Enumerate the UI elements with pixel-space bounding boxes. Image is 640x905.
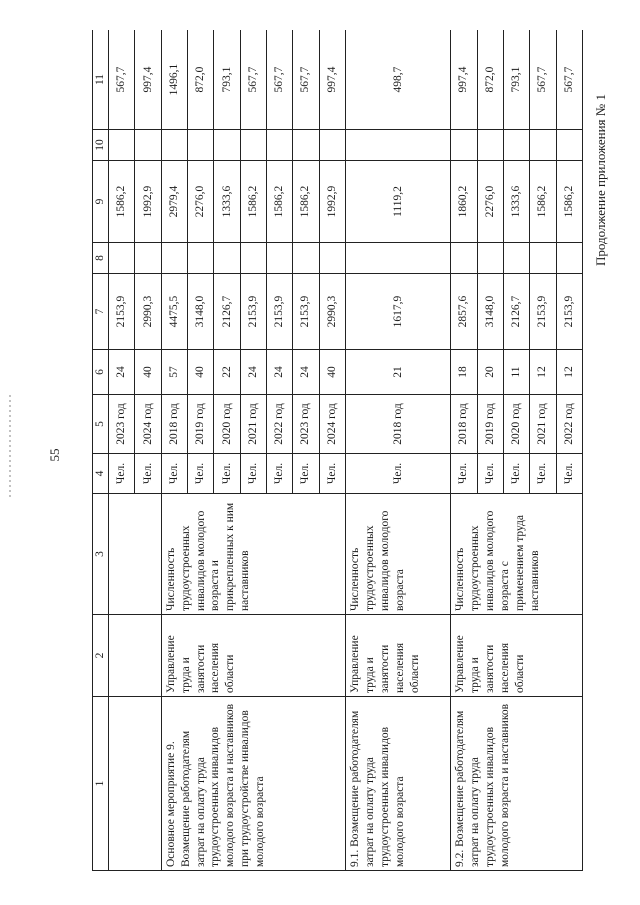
value-cell-c8	[240, 243, 266, 274]
executor-cell: Управление труда и занятости населения области	[161, 615, 345, 697]
indicator-cell: Численность трудоустроенных инвалидов молодого возраста и прикрепленных к ним наставников	[161, 494, 345, 615]
value-cell-c7: 2153,9	[556, 274, 582, 350]
value-cell-c11: 793,1	[214, 30, 240, 130]
value-cell-c7: 4475,5	[161, 274, 187, 350]
table-row	[345, 30, 450, 871]
value-cell-c7: 2153,9	[109, 274, 135, 350]
rotated-table-area	[92, 30, 583, 871]
unit-cell: Чел.	[135, 454, 161, 494]
unit-cell: Чел.	[477, 454, 503, 494]
value-cell-c10	[109, 130, 135, 161]
unit-cell: Чел.	[319, 454, 345, 494]
value-cell-c9: 1992,9	[135, 161, 161, 243]
value-cell-c7: 2153,9	[240, 274, 266, 350]
column-number-header: 9	[93, 161, 109, 243]
value-cell-c6: 20	[477, 350, 503, 395]
value-cell-c8	[345, 243, 450, 274]
value-cell-c9: 1586,2	[240, 161, 266, 243]
value-cell-c8	[451, 243, 477, 274]
value-cell-c7: 2126,7	[503, 274, 529, 350]
value-cell-c6: 24	[109, 350, 135, 395]
value-cell-c7: 3148,0	[477, 274, 503, 350]
value-cell-c10	[345, 130, 450, 161]
value-cell-c9: 1333,6	[214, 161, 240, 243]
unit-cell: Чел.	[503, 454, 529, 494]
value-cell-c6: 11	[503, 350, 529, 395]
value-cell-c11: 567,7	[240, 30, 266, 130]
unit-cell: Чел.	[556, 454, 582, 494]
unit-cell: Чел.	[451, 454, 477, 494]
value-cell-c8	[161, 243, 187, 274]
value-cell-c8	[135, 243, 161, 274]
value-cell-c11: 1496,1	[161, 30, 187, 130]
year-cell: 2024 год	[319, 395, 345, 454]
value-cell-c11: 567,7	[109, 30, 135, 130]
value-cell-c6: 12	[556, 350, 582, 395]
value-cell-c11: 498,7	[345, 30, 450, 130]
value-cell-c11: 997,4	[319, 30, 345, 130]
value-cell-c8	[503, 243, 529, 274]
value-cell-c7: 2153,9	[266, 274, 292, 350]
unit-cell: Чел.	[161, 454, 187, 494]
value-cell-c11: 793,1	[503, 30, 529, 130]
value-cell-c6: 24	[293, 350, 319, 395]
value-cell-c10	[187, 130, 213, 161]
year-cell: 2022 год	[556, 395, 582, 454]
value-cell-c9: 2276,0	[477, 161, 503, 243]
column-number-header: 10	[93, 130, 109, 161]
page-number: 55	[47, 448, 62, 462]
value-cell-c9: 1333,6	[503, 161, 529, 243]
unit-cell: Чел.	[266, 454, 292, 494]
year-cell: 2018 год	[345, 395, 450, 454]
value-cell-c11: 997,4	[135, 30, 161, 130]
value-cell-c11: 567,7	[530, 30, 556, 130]
table-header-row	[93, 30, 109, 871]
value-cell-c7: 1617,9	[345, 274, 450, 350]
value-cell-c6: 12	[530, 350, 556, 395]
table-row	[161, 30, 187, 871]
program-measures-table	[92, 30, 583, 871]
indicator-cell: Численность трудоустроенных инвалидов молодого возраста	[345, 494, 450, 615]
table-row	[109, 30, 135, 871]
scan-artifact	[9, 395, 11, 500]
value-cell-c7: 2857,6	[451, 274, 477, 350]
value-cell-c10	[530, 130, 556, 161]
unit-cell: Чел.	[240, 454, 266, 494]
year-cell: 2021 год	[240, 395, 266, 454]
value-cell-c11: 567,7	[266, 30, 292, 130]
column-number-header: 3	[93, 494, 109, 615]
value-cell-c8	[293, 243, 319, 274]
year-cell: 2022 год	[266, 395, 292, 454]
value-cell-c10	[556, 130, 582, 161]
year-cell: 2019 год	[477, 395, 503, 454]
year-cell: 2023 год	[109, 395, 135, 454]
year-cell: 2023 год	[293, 395, 319, 454]
appendix-continuation-note: Продолжение приложения № 1	[593, 94, 608, 266]
unit-cell: Чел.	[345, 454, 450, 494]
value-cell-c9: 1586,2	[293, 161, 319, 243]
executor-cell: Управление труда и занятости населения области	[451, 615, 583, 697]
value-cell-c7: 2126,7	[214, 274, 240, 350]
value-cell-c9: 1119,2	[345, 161, 450, 243]
table-row	[451, 30, 477, 871]
value-cell-c7: 2153,9	[293, 274, 319, 350]
value-cell-c9: 1586,2	[109, 161, 135, 243]
unit-cell: Чел.	[214, 454, 240, 494]
indicator-cell: Численность трудоустроенных инвалидов молодого возраста с применением труда наставников	[451, 494, 583, 615]
value-cell-c6: 21	[345, 350, 450, 395]
measure-name-cell	[109, 697, 162, 871]
value-cell-c6: 40	[187, 350, 213, 395]
year-cell: 2024 год	[135, 395, 161, 454]
value-cell-c6: 40	[135, 350, 161, 395]
column-number-header: 4	[93, 454, 109, 494]
value-cell-c7: 2153,9	[530, 274, 556, 350]
value-cell-c6: 22	[214, 350, 240, 395]
value-cell-c11: 872,0	[477, 30, 503, 130]
column-number-header: 2	[93, 615, 109, 697]
value-cell-c8	[214, 243, 240, 274]
measure-name-cell: 9.1. Возмещение работодателям затрат на оплату труда трудоустроенных инвалидов молодого возраста	[345, 697, 450, 871]
value-cell-c8	[477, 243, 503, 274]
column-number-header: 7	[93, 274, 109, 350]
value-cell-c10	[214, 130, 240, 161]
value-cell-c6: 18	[451, 350, 477, 395]
unit-cell: Чел.	[109, 454, 135, 494]
value-cell-c10	[451, 130, 477, 161]
value-cell-c8	[187, 243, 213, 274]
value-cell-c8	[319, 243, 345, 274]
measure-name-cell: 9.2. Возмещение работодателям затрат на оплату труда трудоустроенных инвалидов молодого возраста и наставников	[451, 697, 583, 871]
value-cell-c10	[319, 130, 345, 161]
value-cell-c9: 1586,2	[266, 161, 292, 243]
value-cell-c10	[293, 130, 319, 161]
column-number-header: 11	[93, 30, 109, 130]
unit-cell: Чел.	[530, 454, 556, 494]
value-cell-c9: 1860,2	[451, 161, 477, 243]
value-cell-c9: 2979,4	[161, 161, 187, 243]
column-number-header: 6	[93, 350, 109, 395]
value-cell-c6: 24	[240, 350, 266, 395]
year-cell: 2018 год	[451, 395, 477, 454]
value-cell-c10	[240, 130, 266, 161]
value-cell-c11: 567,7	[556, 30, 582, 130]
value-cell-c6: 24	[266, 350, 292, 395]
measure-name-cell: Основное мероприятие 9. Возмещение работодателям затрат на оплату труда трудоустроенных инвалидов молодого возраста и наставников при трудоустройстве инвалидов молодого возраста	[161, 697, 345, 871]
value-cell-c11: 567,7	[293, 30, 319, 130]
value-cell-c8	[266, 243, 292, 274]
value-cell-c10	[135, 130, 161, 161]
value-cell-c10	[503, 130, 529, 161]
year-cell: 2019 год	[187, 395, 213, 454]
value-cell-c10	[477, 130, 503, 161]
unit-cell: Чел.	[187, 454, 213, 494]
value-cell-c6: 40	[319, 350, 345, 395]
unit-cell: Чел.	[293, 454, 319, 494]
executor-cell: Управление труда и занятости населения области	[345, 615, 450, 697]
year-cell: 2020 год	[503, 395, 529, 454]
value-cell-c11: 872,0	[187, 30, 213, 130]
year-cell: 2020 год	[214, 395, 240, 454]
column-number-header: 5	[93, 395, 109, 454]
value-cell-c9: 1992,9	[319, 161, 345, 243]
indicator-cell	[109, 494, 162, 615]
column-number-header: 8	[93, 243, 109, 274]
year-cell: 2018 год	[161, 395, 187, 454]
value-cell-c10	[266, 130, 292, 161]
value-cell-c9: 1586,2	[556, 161, 582, 243]
value-cell-c9: 2276,0	[187, 161, 213, 243]
value-cell-c8	[109, 243, 135, 274]
table-wrapper	[92, 30, 583, 871]
executor-cell	[109, 615, 162, 697]
value-cell-c8	[556, 243, 582, 274]
value-cell-c7: 2990,3	[135, 274, 161, 350]
column-number-header: 1	[93, 697, 109, 871]
value-cell-c7: 2990,3	[319, 274, 345, 350]
value-cell-c7: 3148,0	[187, 274, 213, 350]
value-cell-c10	[161, 130, 187, 161]
year-cell: 2021 год	[530, 395, 556, 454]
value-cell-c6: 57	[161, 350, 187, 395]
value-cell-c11: 997,4	[451, 30, 477, 130]
value-cell-c9: 1586,2	[530, 161, 556, 243]
value-cell-c8	[530, 243, 556, 274]
